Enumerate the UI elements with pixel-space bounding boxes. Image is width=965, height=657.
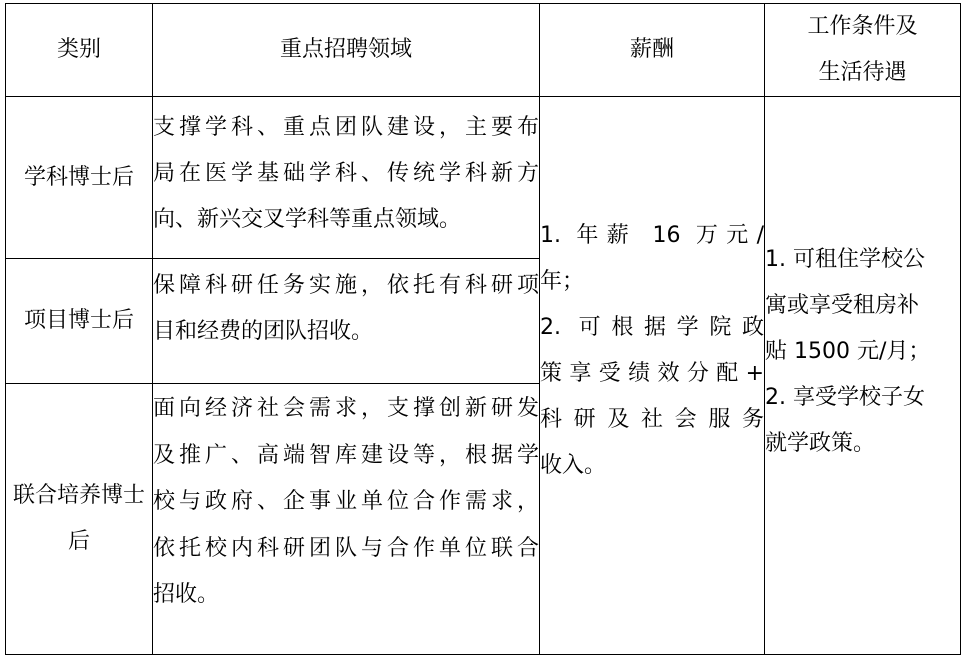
postdoc-recruitment-table <box>5 3 961 655</box>
salary-line: 1. 年薪 16 万元/ <box>540 223 764 248</box>
focus-line: 招收。 <box>153 582 220 607</box>
focus-area-cell <box>153 384 540 655</box>
header-row <box>6 4 961 97</box>
salary-cell <box>540 97 765 655</box>
category-cell <box>6 384 153 655</box>
focus-line: 校与政府、企事业单位合作需求， <box>153 489 539 514</box>
header-focus-area: 重点招聘领域 <box>153 4 540 97</box>
conditions-line: 寓或享受租房补 <box>765 293 920 318</box>
focus-area-cell <box>153 97 540 259</box>
focus-line: 及推广、高端智库建设等，根据学 <box>153 442 539 468</box>
focus-line: 支撑学科、重点团队建设，主要布 <box>153 115 539 140</box>
header-conditions-line1: 工作条件及 <box>807 14 918 39</box>
conditions-line: 1. 可租住学校公 <box>765 247 925 272</box>
conditions-line: 贴 1500 元/月； <box>765 339 931 364</box>
salary-line: 年； <box>540 269 585 294</box>
focus-line: 面向经济社会需求，支撑创新研发 <box>153 396 539 421</box>
header-conditions-line2: 生活待遇 <box>818 60 907 85</box>
focus-line: 保障科研任务实施，依托有科研项 <box>153 273 539 298</box>
focus-line: 向、新兴交叉学科等重点领域。 <box>153 207 462 232</box>
conditions-line: 就学政策。 <box>765 431 876 456</box>
salary-line: 策享受绩效分配+ <box>540 361 764 386</box>
conditions-line: 2. 享受学校子女 <box>765 385 925 410</box>
table-row-discipline <box>6 97 961 259</box>
focus-line: 局在医学基础学科、传统学科新方 <box>153 161 539 186</box>
category-cell: 学科博士后 <box>6 97 153 259</box>
header-conditions <box>765 4 961 97</box>
header-category: 类别 <box>6 4 153 97</box>
salary-line: 科研及社会服务 <box>540 407 764 432</box>
header-salary: 薪酬 <box>540 4 765 97</box>
category-line: 后 <box>67 529 90 554</box>
salary-line: 收入。 <box>540 453 607 478</box>
category-cell: 项目博士后 <box>6 259 153 384</box>
conditions-cell <box>765 97 961 655</box>
focus-line: 依托校内科研团队与合作单位联合 <box>153 535 539 561</box>
focus-line: 目和经费的团队招收。 <box>153 319 374 344</box>
category-line: 联合培养博士 <box>12 483 145 508</box>
focus-area-cell <box>153 259 540 384</box>
salary-line: 2. 可根据学院政 <box>540 315 764 340</box>
